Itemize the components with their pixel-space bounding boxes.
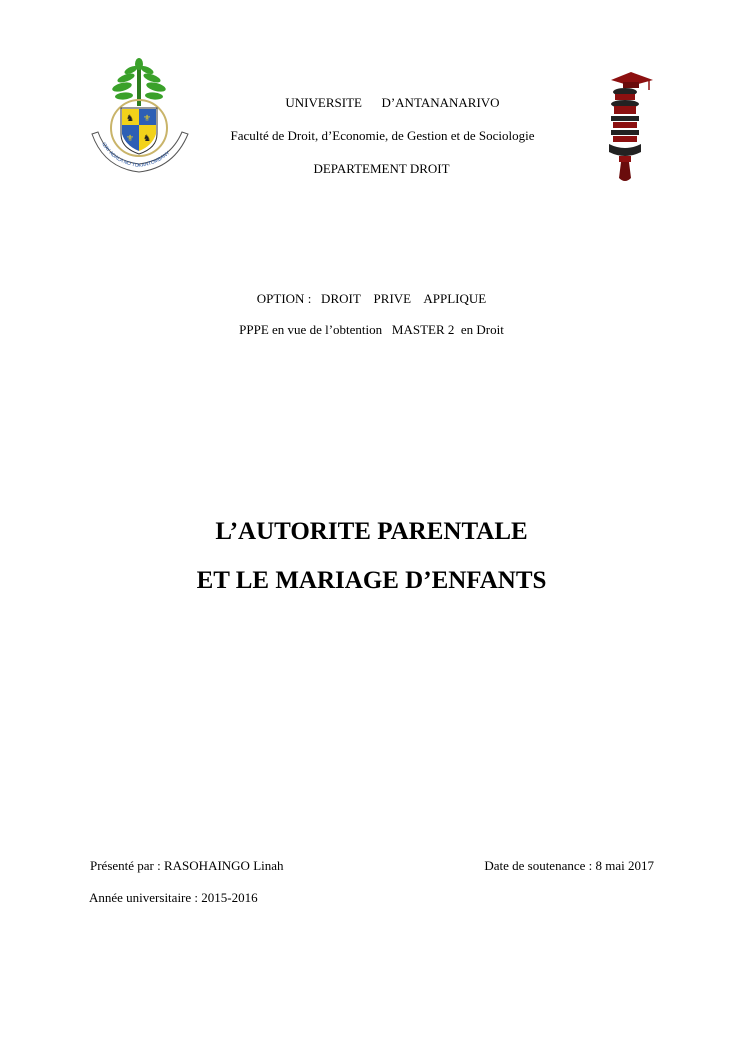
thesis-title-line-1: L’AUTORITE PARENTALE	[215, 518, 528, 545]
faculty-name: Faculté de Droit, d’Economie, de Gestion et de Sociologie	[230, 128, 535, 143]
svg-text:♞: ♞	[142, 133, 152, 143]
presented-by: Présenté par : RASOHAINGO Linah	[90, 858, 284, 873]
program-option: OPTION : DROIT PRIVE APPLIQUE	[256, 291, 487, 306]
svg-text:⚜: ⚜	[125, 133, 135, 143]
svg-text:♞: ♞	[125, 113, 135, 123]
svg-text:⚜: ⚜	[142, 113, 152, 123]
department-name: DEPARTEMENT DROIT	[313, 161, 450, 176]
thesis-title-line-2: ET LE MARIAGE D’ENFANTS	[196, 567, 547, 594]
university-name: UNIVERSITE D’ANTANANARIVO	[285, 95, 500, 110]
academic-year: Année universitaire : 2015-2016	[89, 890, 258, 905]
defense-date: Date de soutenance : 8 mai 2017	[484, 858, 654, 873]
program-degree: PPPE en vue de l’obtention MASTER 2 en Droit	[239, 322, 504, 337]
graduation-cap-icon	[611, 72, 653, 90]
emblem-motto: IZAY ADALA NO TOKANTOMBANY	[100, 141, 172, 170]
